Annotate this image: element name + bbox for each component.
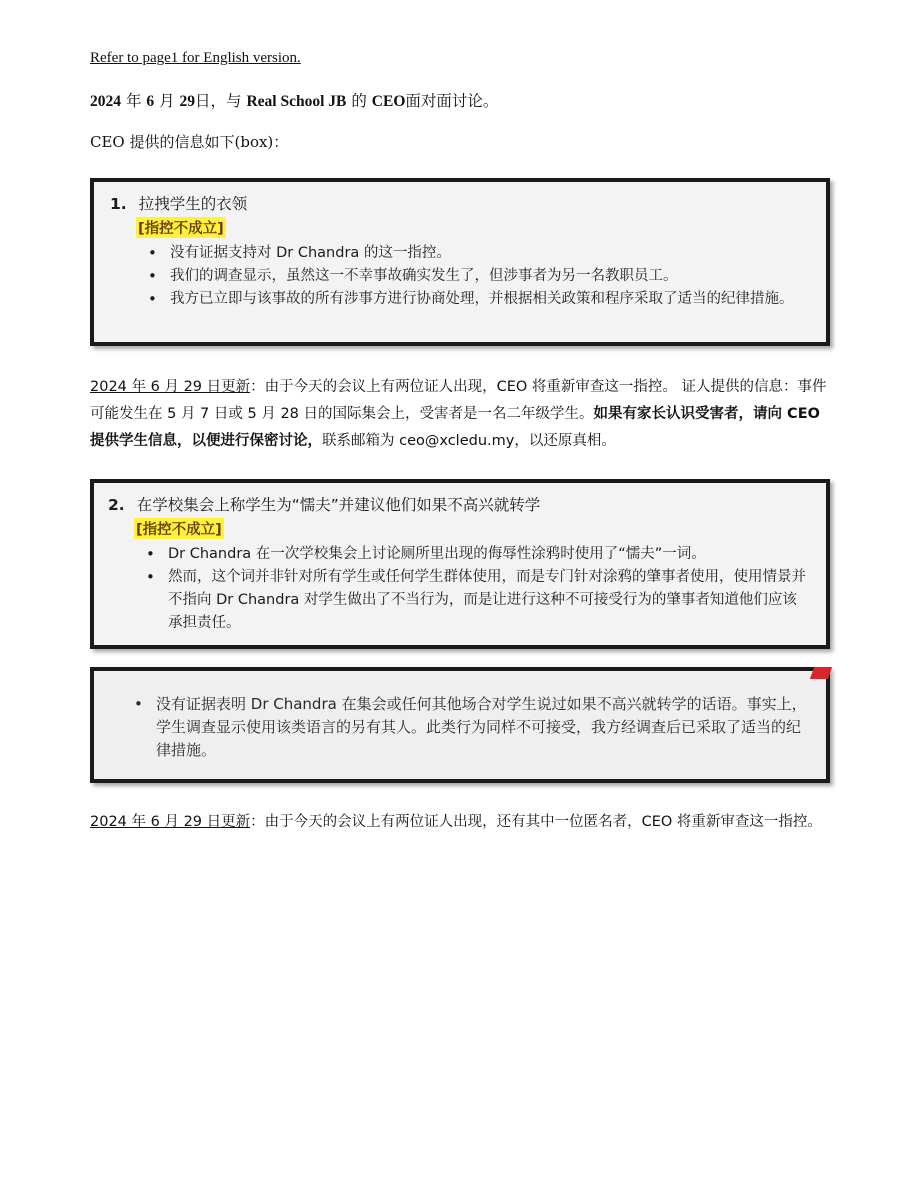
update-1-text-a: ：由于今天的会议上有两位证人出现，CEO 将重新审查这一指控。 证人提供的信息：事件可能发生在 5 月 7 日或 5 月 28 日的国际集会上，受害者是一名二年级学生。 xyxy=(90,379,827,422)
update-2-date: 2024 年 6 月 29 日更新 xyxy=(90,814,251,830)
allegation-1-status-tag: [指控不成立] xyxy=(136,217,226,238)
allegation-1-bullets xyxy=(110,242,810,311)
allegation-1-title: 拉拽学生的衣领 xyxy=(138,195,248,213)
allegation-2-status-tag: [指控不成立] xyxy=(134,518,224,539)
update-1-date: 2024 年 6 月 29 日更新 xyxy=(90,379,251,395)
allegation-1-bullet: • 我们的调查显示，虽然这一不幸事故确实发生了，但涉事者为另一名教职员工。 xyxy=(170,265,810,288)
allegation-2-title: 在学校集会上称学生为“懦夫”并建议他们如果不高兴就转学 xyxy=(136,496,541,514)
allegation-box-2-continued xyxy=(90,667,830,783)
meeting-role: CEO xyxy=(371,93,406,110)
meeting-suffix: 面对面讨论。 xyxy=(405,92,499,110)
allegation-2-continued-bullets xyxy=(116,693,810,762)
meeting-year-char: 年 xyxy=(125,92,142,110)
allegation-2-bullet: • 然而，这个词并非针对所有学生或任何学生群体使用，而是专门针对涂鸦的肇事者使用，使用情景并不指向 Dr Chandra 对学生做出了不当行为，而是让进行这种不可接受行为的肇事者知道他们应该承担责任。 xyxy=(168,566,810,635)
meeting-month: 6 xyxy=(146,93,155,110)
update-1-text-b: 联系邮箱为 ceo@xcledu.my，以还原真相。 xyxy=(322,433,616,449)
allegation-2-bullets xyxy=(108,543,810,635)
allegation-1-number: 1. xyxy=(110,195,127,213)
update-2-text: ：由于今天的会议上有两位证人出现，还有其中一位匿名者，CEO 将重新审查这一指控。 xyxy=(250,814,822,830)
meeting-of-char: 的 xyxy=(351,92,367,110)
red-corner-mark-icon xyxy=(810,667,832,679)
english-version-note: Refer to page1 for English version. xyxy=(90,50,301,66)
update-1-text-bold: 如果有家长认识受害者，请向 CEO 提供学生信息，以便进行保密讨论， xyxy=(90,406,820,449)
meeting-day: 29 xyxy=(179,93,196,110)
allegation-1-bullet: • 我方已立即与该事故的所有涉事方进行协商处理，并根据相关政策和程序采取了适当的纪律措施。 xyxy=(170,288,810,311)
document-page xyxy=(90,50,830,836)
intro-line: CEO 提供的信息如下(box)： xyxy=(90,133,289,151)
meeting-year: 2024 xyxy=(90,93,121,110)
allegation-box-1 xyxy=(90,178,830,346)
update-paragraph-1 xyxy=(90,374,830,455)
update-paragraph-2 xyxy=(90,809,830,836)
allegation-2-continued-bullet: • 没有证据表明 Dr Chandra 在集会或任何其他场合对学生说过如果不高兴就转学的话语。事实上，学生调查显示使用该类语言的另有其人。此类行为同样不可接受，我方经调查后已采取了适当的纪律措施。 xyxy=(156,693,810,762)
meeting-school: Real School JB xyxy=(246,93,347,110)
meeting-day-char: 日，与 xyxy=(195,92,242,110)
allegation-2-number: 2. xyxy=(108,496,125,514)
meeting-line xyxy=(90,89,830,111)
allegation-1-title-row xyxy=(110,192,810,214)
allegation-2-title-row xyxy=(108,493,810,515)
allegation-2-bullet: • Dr Chandra 在一次学校集会上讨论厕所里出现的侮辱性涂鸦时使用了“懦夫”一词。 xyxy=(168,543,810,566)
meeting-month-char: 月 xyxy=(159,92,175,110)
allegation-1-bullet: • 没有证据支持对 Dr Chandra 的这一指控。 xyxy=(170,242,810,265)
allegation-box-2 xyxy=(90,479,830,649)
